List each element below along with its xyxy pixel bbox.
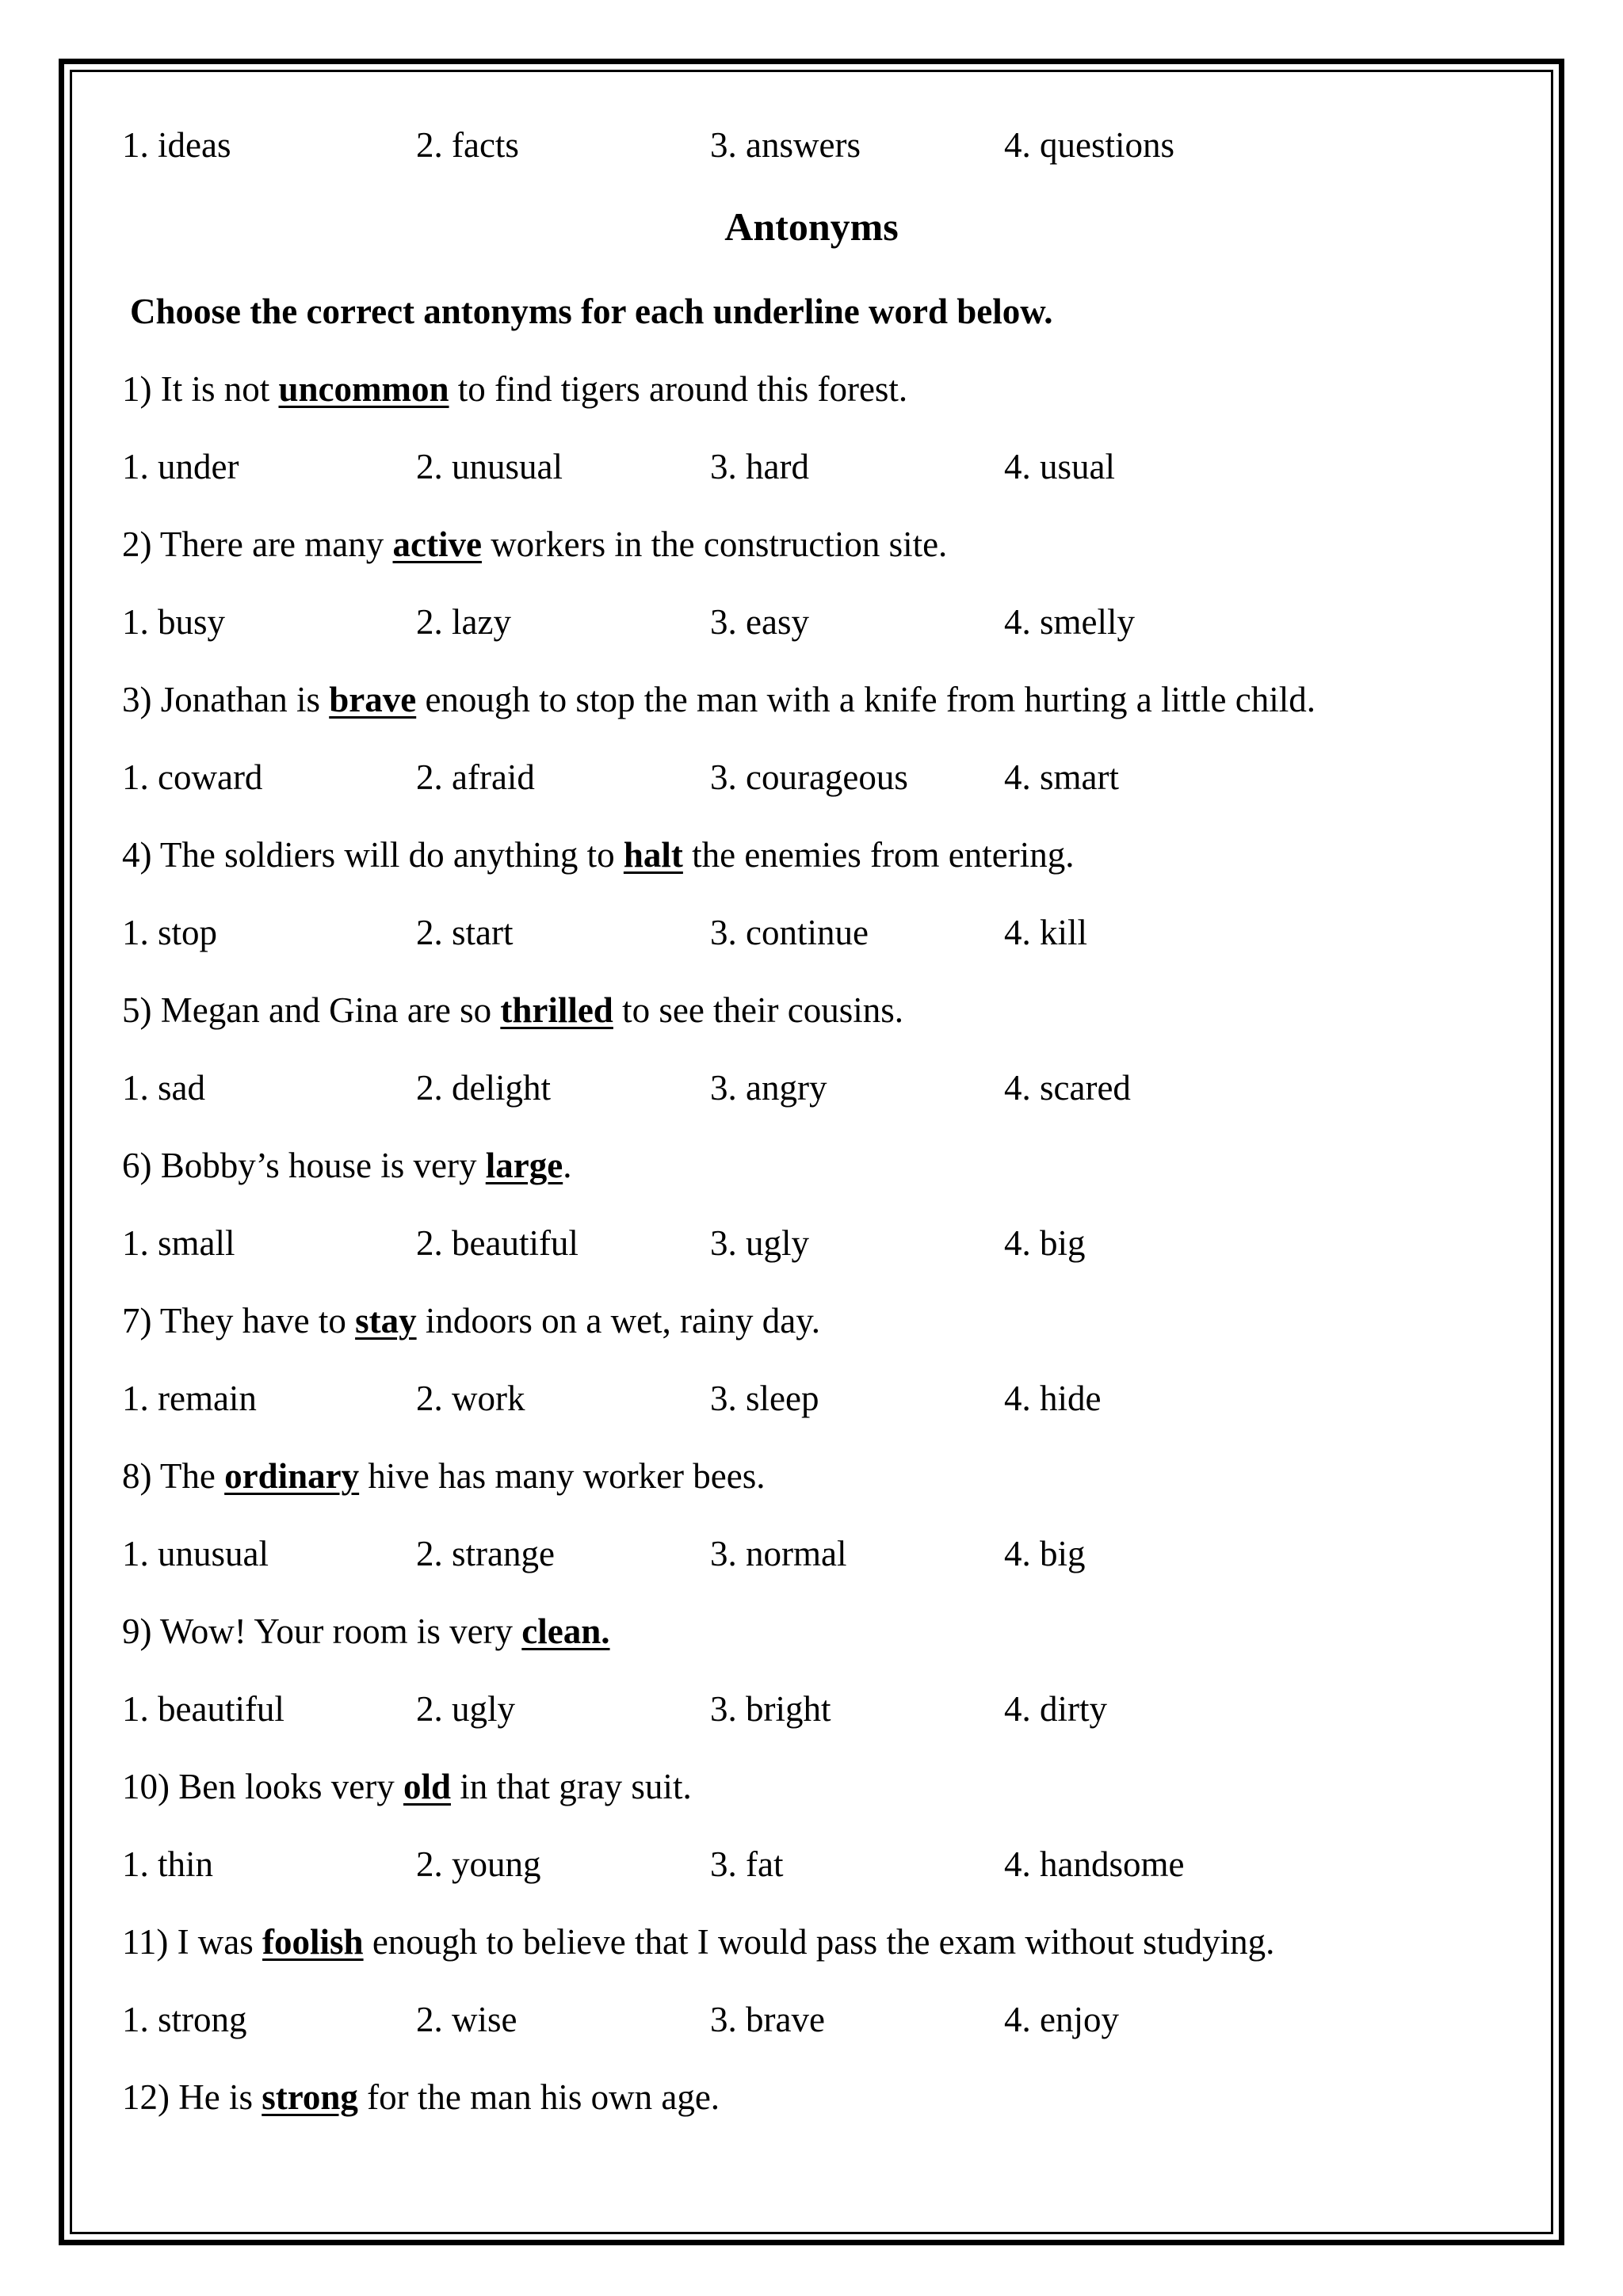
question-sentence bbox=[122, 982, 1517, 1060]
question-text-end: enough to believe that I would pass the exam without studying. bbox=[363, 1922, 1275, 1962]
answer-option-2: 2. beautiful bbox=[416, 1223, 579, 1263]
question-sentence bbox=[122, 2069, 1517, 2147]
answer-options-row bbox=[122, 1836, 1517, 1914]
question-sentence bbox=[122, 1914, 1517, 1992]
question-sentence bbox=[122, 827, 1517, 905]
answer-option-1: 1. under bbox=[122, 447, 239, 486]
worksheet-content bbox=[122, 117, 1517, 2147]
question-list bbox=[122, 361, 1517, 2147]
answer-option-1: 1. beautiful bbox=[122, 1689, 285, 1729]
answer-option-4: 4. enjoy bbox=[1004, 2000, 1119, 2039]
question-text: 5) Megan and Gina are so bbox=[122, 990, 501, 1030]
question-text-end: the enemies from entering. bbox=[682, 835, 1075, 875]
answer-option-3: 3. ugly bbox=[710, 1223, 810, 1263]
answer-options-row bbox=[122, 1060, 1517, 1138]
question-text-end: workers in the construction site. bbox=[481, 524, 948, 564]
underlined-keyword: ordinary bbox=[224, 1456, 360, 1496]
question-sentence bbox=[122, 1138, 1517, 1215]
option-1: 1. ideas bbox=[122, 125, 231, 165]
underlined-keyword: thrilled bbox=[500, 990, 613, 1030]
answer-option-4: 4. smart bbox=[1004, 757, 1119, 797]
answer-option-1: 1. small bbox=[122, 1223, 235, 1263]
answer-option-1: 1. sad bbox=[122, 1068, 205, 1108]
answer-option-2: 2. young bbox=[416, 1844, 541, 1884]
underlined-keyword: active bbox=[392, 524, 482, 564]
question-sentence bbox=[122, 1759, 1517, 1836]
answer-option-1: 1. stop bbox=[122, 913, 218, 952]
option-2: 2. facts bbox=[416, 125, 519, 165]
question-sentence bbox=[122, 361, 1517, 439]
carryover-options-row bbox=[122, 117, 1517, 195]
answer-option-2: 2. strange bbox=[416, 1534, 555, 1573]
answer-option-1: 1. strong bbox=[122, 2000, 247, 2039]
answer-option-4: 4. usual bbox=[1004, 447, 1115, 486]
underlined-keyword: strong bbox=[262, 2077, 358, 2117]
answer-option-1: 1. thin bbox=[122, 1844, 214, 1884]
answer-option-2: 2. afraid bbox=[416, 757, 535, 797]
underlined-keyword: halt bbox=[623, 835, 683, 875]
answer-option-3: 3. courageous bbox=[710, 757, 908, 797]
answer-option-3: 3. bright bbox=[710, 1689, 831, 1729]
answer-option-2: 2. delight bbox=[416, 1068, 551, 1108]
answer-option-1: 1. unusual bbox=[122, 1534, 269, 1573]
question-text: 3) Jonathan is bbox=[122, 680, 330, 719]
answer-option-2: 2. unusual bbox=[416, 447, 563, 486]
question-text: 6) Bobby’s house is very bbox=[122, 1146, 486, 1185]
answer-options-row bbox=[122, 1992, 1517, 2069]
question-text-end: in that gray suit. bbox=[450, 1767, 692, 1806]
underlined-keyword: stay bbox=[355, 1301, 417, 1341]
answer-options-row bbox=[122, 905, 1517, 982]
answer-option-1: 1. busy bbox=[122, 602, 226, 642]
question-text: 10) Ben looks very bbox=[122, 1767, 403, 1806]
answer-options-row bbox=[122, 749, 1517, 827]
answer-option-3: 3. fat bbox=[710, 1844, 784, 1884]
question-sentence bbox=[122, 517, 1517, 594]
question-text: 8) The bbox=[122, 1456, 225, 1496]
answer-option-4: 4. big bbox=[1004, 1223, 1086, 1263]
question-text: 4) The soldiers will do anything to bbox=[122, 835, 624, 875]
answer-option-2: 2. wise bbox=[416, 2000, 517, 2039]
question-text: 2) There are many bbox=[122, 524, 393, 564]
underlined-keyword: large bbox=[485, 1146, 563, 1185]
answer-option-2: 2. lazy bbox=[416, 602, 511, 642]
answer-option-4: 4. scared bbox=[1004, 1068, 1131, 1108]
question-text: 9) Wow! Your room is very bbox=[122, 1611, 522, 1651]
answer-options-row bbox=[122, 1526, 1517, 1604]
answer-options-row bbox=[122, 1371, 1517, 1448]
question-text: 11) I was bbox=[122, 1922, 263, 1962]
question-text-end: for the man his own age. bbox=[357, 2077, 720, 2117]
underlined-keyword: clean. bbox=[521, 1611, 610, 1651]
question-sentence bbox=[122, 1293, 1517, 1371]
answer-option-3: 3. continue bbox=[710, 913, 869, 952]
answer-option-4: 4. big bbox=[1004, 1534, 1086, 1573]
question-text-end: to see their cousins. bbox=[613, 990, 904, 1030]
answer-option-1: 1. coward bbox=[122, 757, 263, 797]
question-sentence bbox=[122, 1604, 1517, 1681]
underlined-keyword: old bbox=[403, 1767, 451, 1806]
underlined-keyword: brave bbox=[329, 680, 417, 719]
answer-option-3: 3. angry bbox=[710, 1068, 827, 1108]
option-3: 3. answers bbox=[710, 125, 861, 165]
answer-options-row bbox=[122, 1681, 1517, 1759]
question-sentence bbox=[122, 672, 1517, 749]
answer-option-4: 4. kill bbox=[1004, 913, 1088, 952]
question-text-end: . bbox=[563, 1146, 572, 1185]
question-text: 7) They have to bbox=[122, 1301, 356, 1341]
answer-option-1: 1. remain bbox=[122, 1379, 257, 1418]
question-text-end: enough to stop the man with a knife from hurting a little child. bbox=[416, 680, 1316, 719]
answer-options-row bbox=[122, 594, 1517, 672]
underlined-keyword: foolish bbox=[262, 1922, 364, 1962]
answer-option-3: 3. brave bbox=[710, 2000, 825, 2039]
question-text-end: indoors on a wet, rainy day. bbox=[416, 1301, 821, 1341]
section-title: Antonyms bbox=[724, 204, 899, 249]
answer-option-4: 4. hide bbox=[1004, 1379, 1102, 1418]
answer-option-4: 4. smelly bbox=[1004, 602, 1135, 642]
answer-option-2: 2. start bbox=[416, 913, 514, 952]
answer-option-2: 2. ugly bbox=[416, 1689, 516, 1729]
question-text-end: hive has many worker bees. bbox=[359, 1456, 766, 1496]
option-4: 4. questions bbox=[1004, 125, 1175, 165]
question-text: 1) It is not bbox=[122, 369, 279, 409]
instruction-text: Choose the correct antonyms for each underline word below. bbox=[130, 292, 1053, 331]
answer-options-row bbox=[122, 1215, 1517, 1293]
answer-option-3: 3. easy bbox=[710, 602, 809, 642]
answer-options-row bbox=[122, 439, 1517, 517]
underlined-keyword: uncommon bbox=[278, 369, 449, 409]
question-text-end: to find tigers around this forest. bbox=[449, 369, 908, 409]
answer-option-3: 3. normal bbox=[710, 1534, 847, 1573]
answer-option-3: 3. sleep bbox=[710, 1379, 819, 1418]
answer-option-2: 2. work bbox=[416, 1379, 525, 1418]
answer-option-4: 4. dirty bbox=[1004, 1689, 1107, 1729]
answer-option-4: 4. handsome bbox=[1004, 1844, 1185, 1884]
question-sentence bbox=[122, 1448, 1517, 1526]
answer-option-3: 3. hard bbox=[710, 447, 809, 486]
question-text: 12) He is bbox=[122, 2077, 262, 2117]
